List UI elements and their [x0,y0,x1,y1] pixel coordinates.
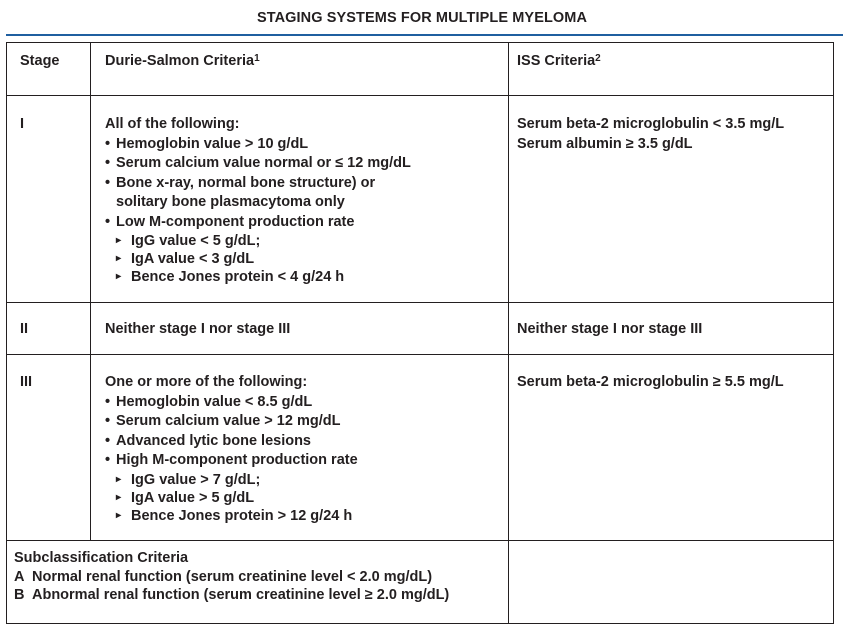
header-durie-salmon [105,52,260,72]
list-item: • Hemoglobin value > 10 g/dL [105,135,500,155]
criteria-list [105,393,500,471]
list-item: ▸ IgA value > 5 g/dL [116,489,255,506]
bullet-icon: • [105,155,111,171]
list-item: • High M-component production rate [105,451,500,471]
iss-line: Serum beta-2 microglobulin ≥ 5.5 mg/L [517,374,784,390]
bullet-icon: • [105,213,111,230]
list-item: ▸ IgA value < 3 g/dL [116,251,255,267]
subclassification-item: B Abnormal renal function (serum creatinine level ≥ 2.0 mg/dL) [14,587,450,603]
subclassification-criteria [14,549,449,605]
list-item: • Hemoglobin value < 8.5 g/dL [105,393,500,413]
criteria-lead: Neither stage I nor stage III [105,321,291,337]
header-iss-label: ISS Criteria [517,53,596,69]
sub-criteria-list [105,232,500,286]
footnote-marker: 2 [595,53,601,64]
durie-salmon-criteria [105,373,500,525]
row-divider [7,354,833,355]
list-item: • Low M-component production rate [105,213,500,233]
list-item: • Serum calcium value normal or ≤ 12 mg/dL [105,154,500,174]
list-item: • Advanced lytic bone lesions [105,432,500,452]
arrow-right-icon: ▸ [116,271,122,282]
title-rule [6,34,843,36]
header-stage: Stage [20,53,60,69]
bullet-icon: • [105,452,111,468]
iss-criteria [517,115,784,154]
iss-line: Serum albumin ≥ 3.5 g/dL [517,135,693,152]
subclassification-heading: Subclassification Criteria [14,550,189,566]
footnote-marker: 1 [254,53,260,64]
iss-line: Serum beta-2 microglobulin < 3.5 mg/L [517,116,785,132]
arrow-right-icon: ▸ [116,253,122,264]
list-item: ▸ IgG value < 5 g/dL; [116,233,261,249]
bullet-icon: • [105,135,111,152]
row-divider [7,95,833,96]
criteria-list [105,135,500,233]
bullet-icon: • [105,174,111,191]
arrow-right-icon: ▸ [116,473,122,485]
arrow-right-icon: ▸ [116,491,122,503]
bullet-icon: • [105,432,111,449]
stage-label: III [20,374,33,390]
list-item: ▸ Bence Jones protein > 12 g/24 h [116,507,353,524]
criteria-lead: One or more of the following: [105,374,308,390]
list-item: ▸ IgG value > 7 g/dL; [116,471,261,488]
list-item: • Serum calcium value > 12 mg/dL [105,412,500,432]
criteria-lead: All of the following: [105,116,240,132]
arrow-right-icon: ▸ [116,235,122,246]
stage-label: II [20,321,29,337]
row-divider [7,302,833,303]
list-item: • Bone x-ray, normal bone structure) or solitary bone plasmacytoma only [105,174,376,210]
list-item: ▸ Bence Jones protein < 4 g/24 h [116,269,345,285]
header-iss [517,52,601,72]
arrow-right-icon: ▸ [116,509,122,521]
iss-line: Neither stage I nor stage III [517,321,703,337]
page-title: STAGING SYSTEMS FOR MULTIPLE MYELOMA [256,10,588,26]
sub-criteria-list [105,471,500,525]
stage-label: I [20,116,25,132]
header-durie-salmon-label: Durie-Salmon Criteria [105,53,255,69]
row-divider [7,540,833,541]
bullet-icon: • [105,413,111,429]
subclassification-item: A Normal renal function (serum creatinine level < 2.0 mg/dL) [14,568,433,585]
bullet-icon: • [105,393,111,410]
durie-salmon-criteria [105,115,500,286]
column-divider [508,43,509,623]
column-divider [90,43,91,540]
